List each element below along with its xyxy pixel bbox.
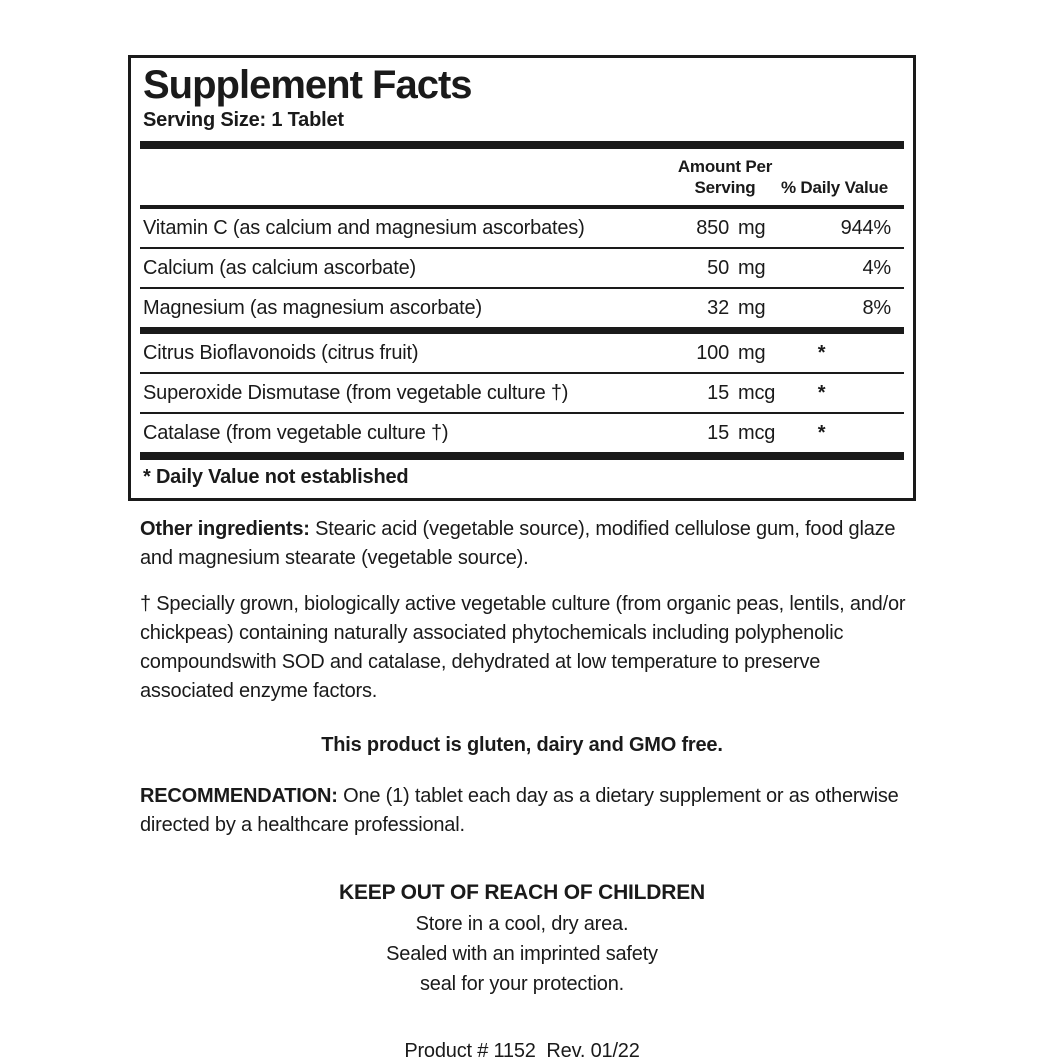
nutrient-name: Calcium (as calcium ascorbate) <box>143 256 416 279</box>
nutrient-amount <box>667 216 779 240</box>
table-header-row <box>140 149 904 205</box>
storage-line: seal for your protection. <box>420 972 624 995</box>
recommendation-paragraph <box>128 782 916 840</box>
amount-unit: mg <box>738 256 766 279</box>
nutrient-amount <box>667 256 779 280</box>
amount-value: 100 <box>696 341 729 364</box>
daily-value: * <box>817 421 826 444</box>
product-number-revision: Product # 1152 Rev. 01/22 <box>404 1039 640 1062</box>
amount-value: 15 <box>707 381 729 404</box>
recommendation-text: One (1) tablet each day as a dietary supplement or as otherwise directed by a healthcare professional. <box>140 784 899 836</box>
free-claim-statement: This product is gluten, dairy and GMO free. <box>321 733 723 756</box>
divider-thick-bottom <box>140 452 904 460</box>
other-ingredients-text: Stearic acid (vegetable source), modified cellulose gum, food glaze and magnesium stearate (vegetable source). <box>140 517 896 569</box>
table-row <box>140 247 904 287</box>
nutrient-name: Vitamin C (as calcium and magnesium ascorbates) <box>143 216 585 239</box>
other-ingredients-label: Other ingredients: <box>140 517 310 540</box>
nutrient-amount <box>667 341 779 365</box>
column-header-daily-value: % Daily Value <box>780 178 888 198</box>
daily-value: * <box>817 341 826 364</box>
daily-value: 4% <box>862 256 891 279</box>
nutrient-amount <box>667 421 779 445</box>
storage-line: Sealed with an imprinted safety <box>386 942 658 965</box>
column-header-amount: Amount Per Serving <box>677 157 773 198</box>
table-row <box>140 334 904 372</box>
daily-value: 8% <box>862 296 891 319</box>
daily-value-footnote: * Daily Value not established <box>143 465 409 488</box>
amount-unit: mcg <box>738 381 776 404</box>
nutrient-name: Magnesium (as magnesium ascorbate) <box>143 296 482 319</box>
panel-title: Supplement Facts <box>143 63 472 107</box>
nutrient-amount <box>667 381 779 405</box>
keep-out-of-reach-warning: KEEP OUT OF REACH OF CHILDREN <box>339 880 705 904</box>
amount-value: 50 <box>707 256 729 279</box>
nutrient-rows-primary <box>140 209 904 327</box>
nutrient-rows-secondary <box>140 334 904 452</box>
amount-unit: mg <box>738 216 766 239</box>
table-row <box>140 412 904 452</box>
serving-size: Serving Size: 1 Tablet <box>143 109 344 131</box>
nutrient-name: Citrus Bioflavonoids (citrus fruit) <box>143 341 419 364</box>
label-page <box>128 0 916 1063</box>
amount-value: 32 <box>707 296 729 319</box>
amount-unit: mg <box>738 296 766 319</box>
amount-unit: mg <box>738 341 766 364</box>
table-row <box>140 287 904 327</box>
amount-value: 850 <box>696 216 729 239</box>
nutrient-amount <box>667 296 779 320</box>
table-row <box>140 209 904 247</box>
dagger-note-paragraph: † Specially grown, biologically active vegetable culture (from organic peas, lentils, and/or chickpeas) containing naturally associated phytochemicals including polyphenolic compoundswith SOD and catalase, dehydrated at low temperature to preserve associated enzyme factors. <box>140 592 906 702</box>
daily-value: * <box>817 381 826 404</box>
amount-value: 15 <box>707 421 729 444</box>
storage-line: Store in a cool, dry area. <box>415 912 629 935</box>
table-row <box>140 372 904 412</box>
nutrient-name: Superoxide Dismutase (from vegetable culture †) <box>143 381 569 404</box>
other-ingredients-paragraph <box>128 515 916 573</box>
amount-unit: mcg <box>738 421 776 444</box>
recommendation-label: RECOMMENDATION: <box>140 784 338 807</box>
storage-instructions <box>128 909 916 999</box>
divider-section <box>140 327 904 334</box>
divider-thick-top <box>140 141 904 149</box>
nutrient-name: Catalase (from vegetable culture †) <box>143 421 449 444</box>
supplement-facts-panel <box>128 55 916 501</box>
daily-value: 944% <box>840 216 891 239</box>
